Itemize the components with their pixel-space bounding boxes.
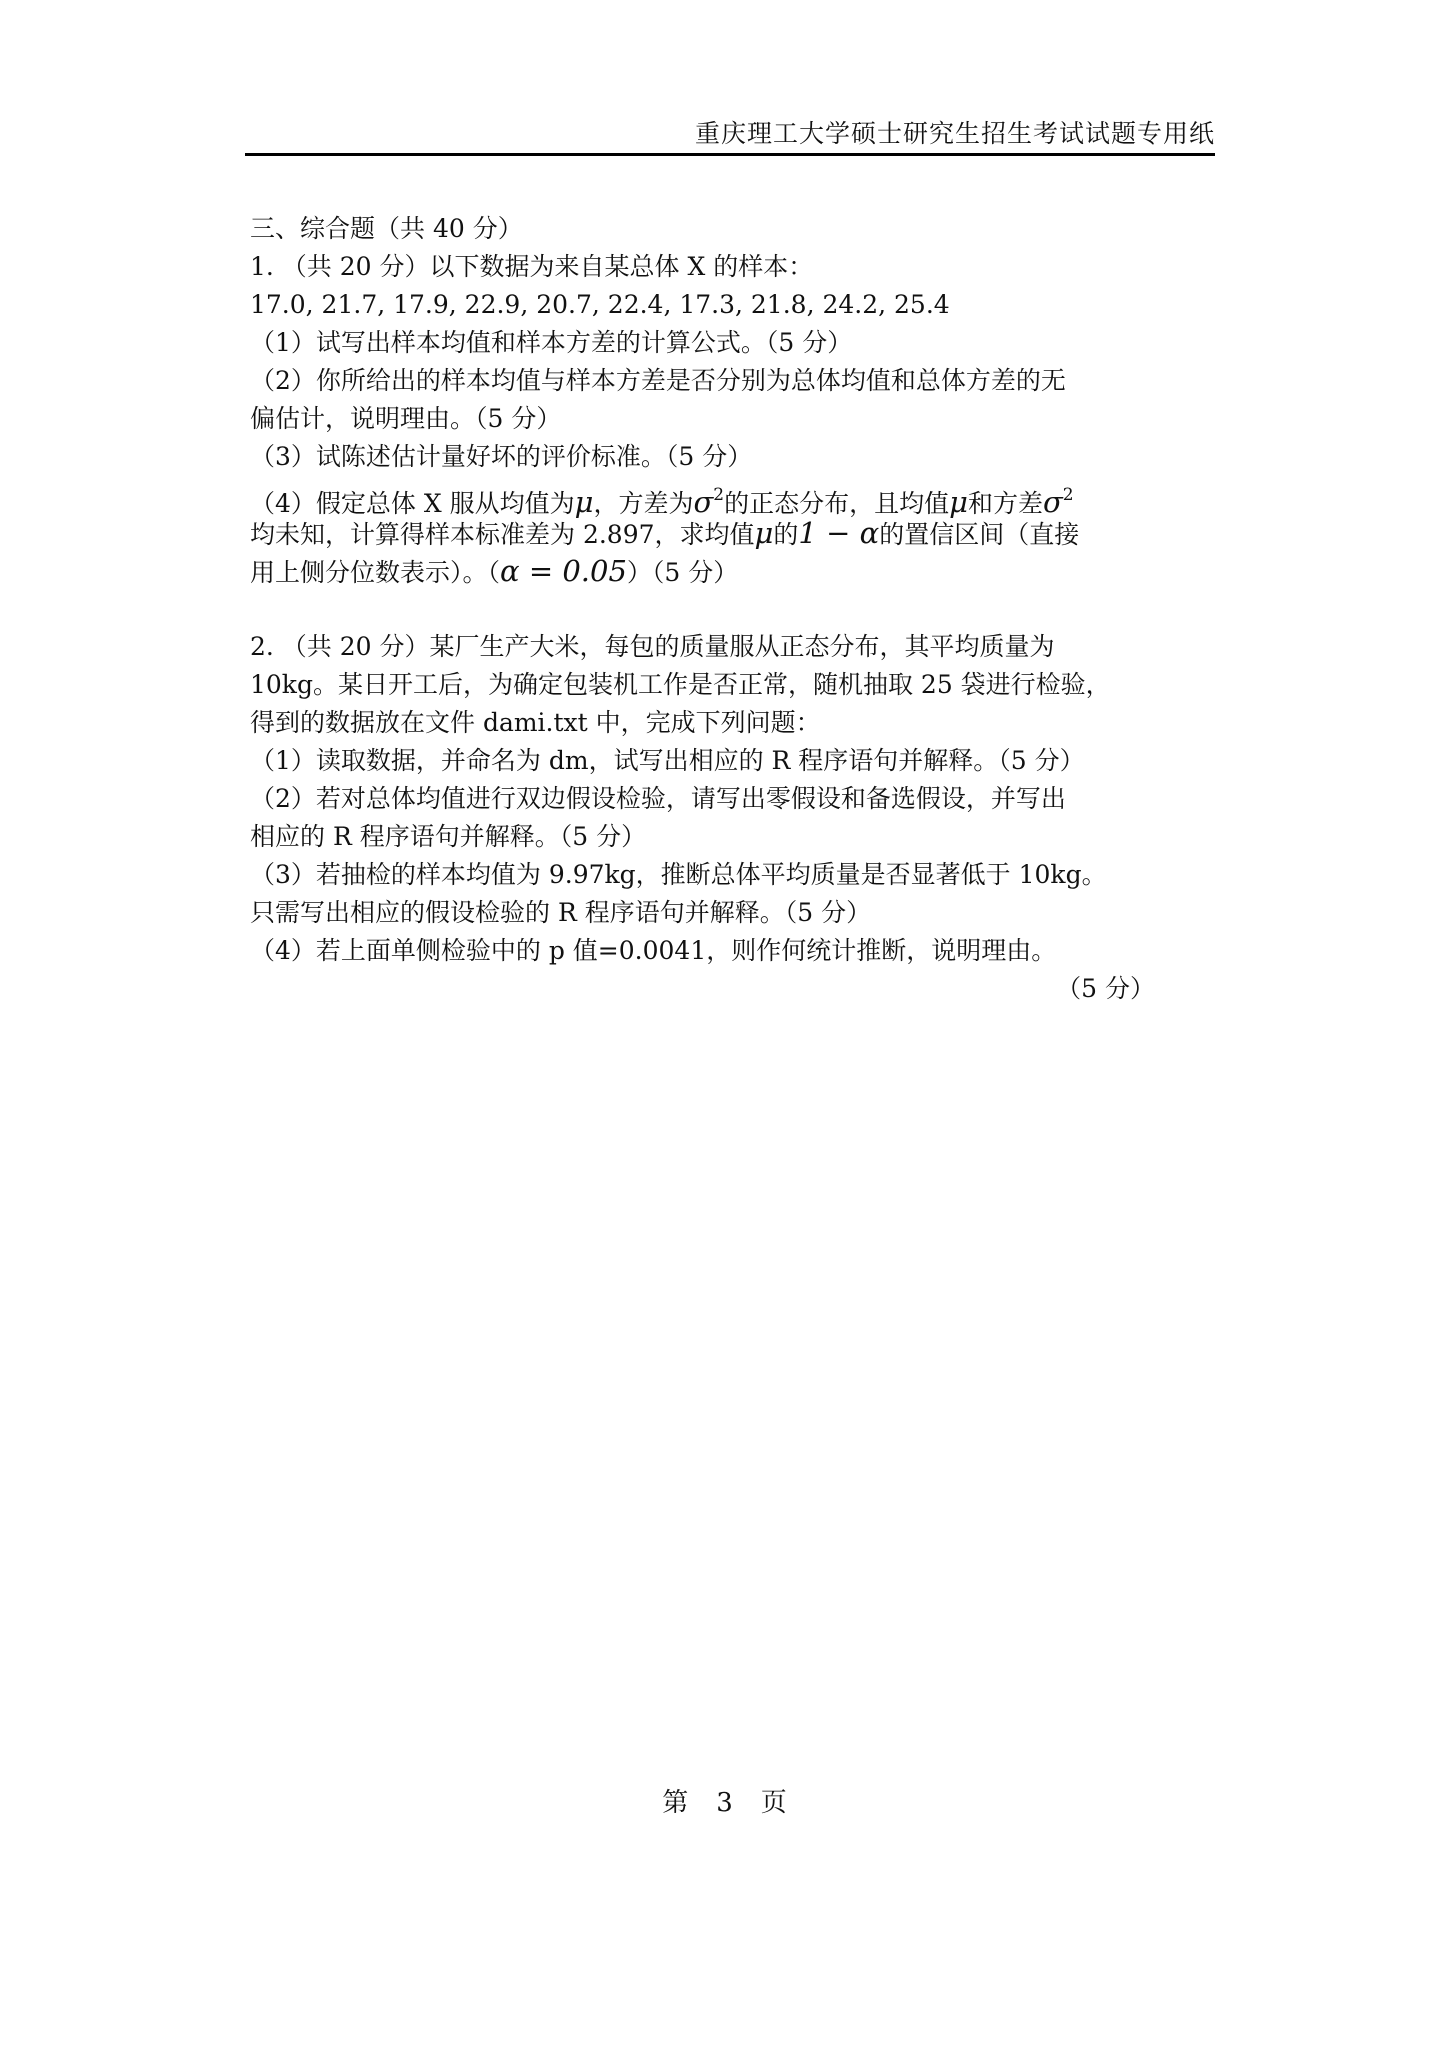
page-number xyxy=(0,1782,1449,1819)
header-rule xyxy=(245,153,1215,156)
question-1-part-2-line-1: （2）你所给出的样本均值与样本方差是否分别为总体均值和总体方差的无 xyxy=(250,366,1066,395)
question-2-line-1: 2. （共 20 分）某厂生产大米，每包的质量服从正态分布，其平均质量为 xyxy=(250,632,1055,661)
sigma-squared-symbol: $\sigma^2$ xyxy=(693,485,725,519)
page-prefix: 第 xyxy=(662,1788,689,1818)
mu-symbol: μ xyxy=(574,485,594,519)
question-2-part-3-line-1: （3）若抽检的样本均值为 9.97kg，推断总体平均质量是否显著低于 10kg。 xyxy=(250,860,1107,889)
question-2-part-2-line-1: （2）若对总体均值进行双边假设检验，请写出零假设和备选假设，并写出 xyxy=(250,784,1066,813)
page-suffix: 页 xyxy=(760,1788,787,1818)
question-2-part-2-line-2: 相应的 R 程序语句并解释。（5 分） xyxy=(250,822,647,851)
exam-paper-header: 重庆理工大学硕士研究生招生考试试题专用纸 xyxy=(694,119,1215,148)
question-1-part-3: （3）试陈述估计量好坏的评价标准。（5 分） xyxy=(250,442,753,471)
text-segment: 的正态分布，且均值 xyxy=(724,489,950,518)
question-2-part-4-score: （5 分） xyxy=(1056,974,1155,1003)
text-segment: 和方差 xyxy=(967,489,1043,518)
question-1-intro: 1. （共 20 分）以下数据为来自某总体 X 的样本： xyxy=(250,252,814,281)
text-segment: 均未知，计算得样本标准差为 2.897，求均值 xyxy=(250,520,755,549)
question-2-part-3-line-2: 只需写出相应的假设检验的 R 程序语句并解释。（5 分） xyxy=(250,898,872,927)
mu-symbol: μ xyxy=(949,485,968,519)
page-value: 3 xyxy=(716,1788,733,1818)
text-segment: ，方差为 xyxy=(593,489,694,518)
section-title: 三、综合题（共 40 分） xyxy=(250,214,523,243)
mu-symbol: μ xyxy=(754,516,774,550)
text-segment: 用上侧分位数表示）。（ xyxy=(250,558,501,587)
alpha-equation: α = 0.05 xyxy=(500,554,627,588)
question-1-part-4-line-3 xyxy=(250,552,1215,590)
question-1-part-1: （1）试写出样本均值和样本方差的计算公式。（5 分） xyxy=(250,328,853,357)
question-1-part-4-line-1 xyxy=(250,476,1215,519)
spacer xyxy=(250,590,1215,628)
text-segment: ）（5 分） xyxy=(626,558,739,587)
question-1-part-2-line-2: 偏估计，说明理由。（5 分） xyxy=(250,404,562,433)
exam-content xyxy=(250,210,1215,1008)
question-1-part-4-line-2 xyxy=(250,514,1215,552)
one-minus-alpha: 1 − α xyxy=(798,516,880,550)
question-1-sample-data: 17.0, 21.7, 17.9, 22.9, 20.7, 22.4, 17.3, 21.8, 24.2, 25.4 xyxy=(250,290,950,319)
question-2-line-3: 得到的数据放在文件 dami.txt 中，完成下列问题： xyxy=(250,708,821,737)
question-2-part-1: （1）读取数据，并命名为 dm，试写出相应的 R 程序语句并解释。（5 分） xyxy=(250,746,1085,775)
question-2-part-4-line-1: （4）若上面单侧检验中的 p 值=0.0041，则作何统计推断，说明理由。 xyxy=(250,936,1057,965)
text-segment: （4）假定总体 X 服从均值为 xyxy=(250,489,575,518)
question-2-line-2: 10kg。某日开工后，为确定包装机工作是否正常，随机抽取 25 袋进行检验， xyxy=(250,670,1111,699)
sigma-squared-symbol: $\sigma^2$ xyxy=(1043,485,1074,519)
text-segment: 的置信区间（直接 xyxy=(879,520,1080,549)
text-segment: 的 xyxy=(773,520,799,549)
